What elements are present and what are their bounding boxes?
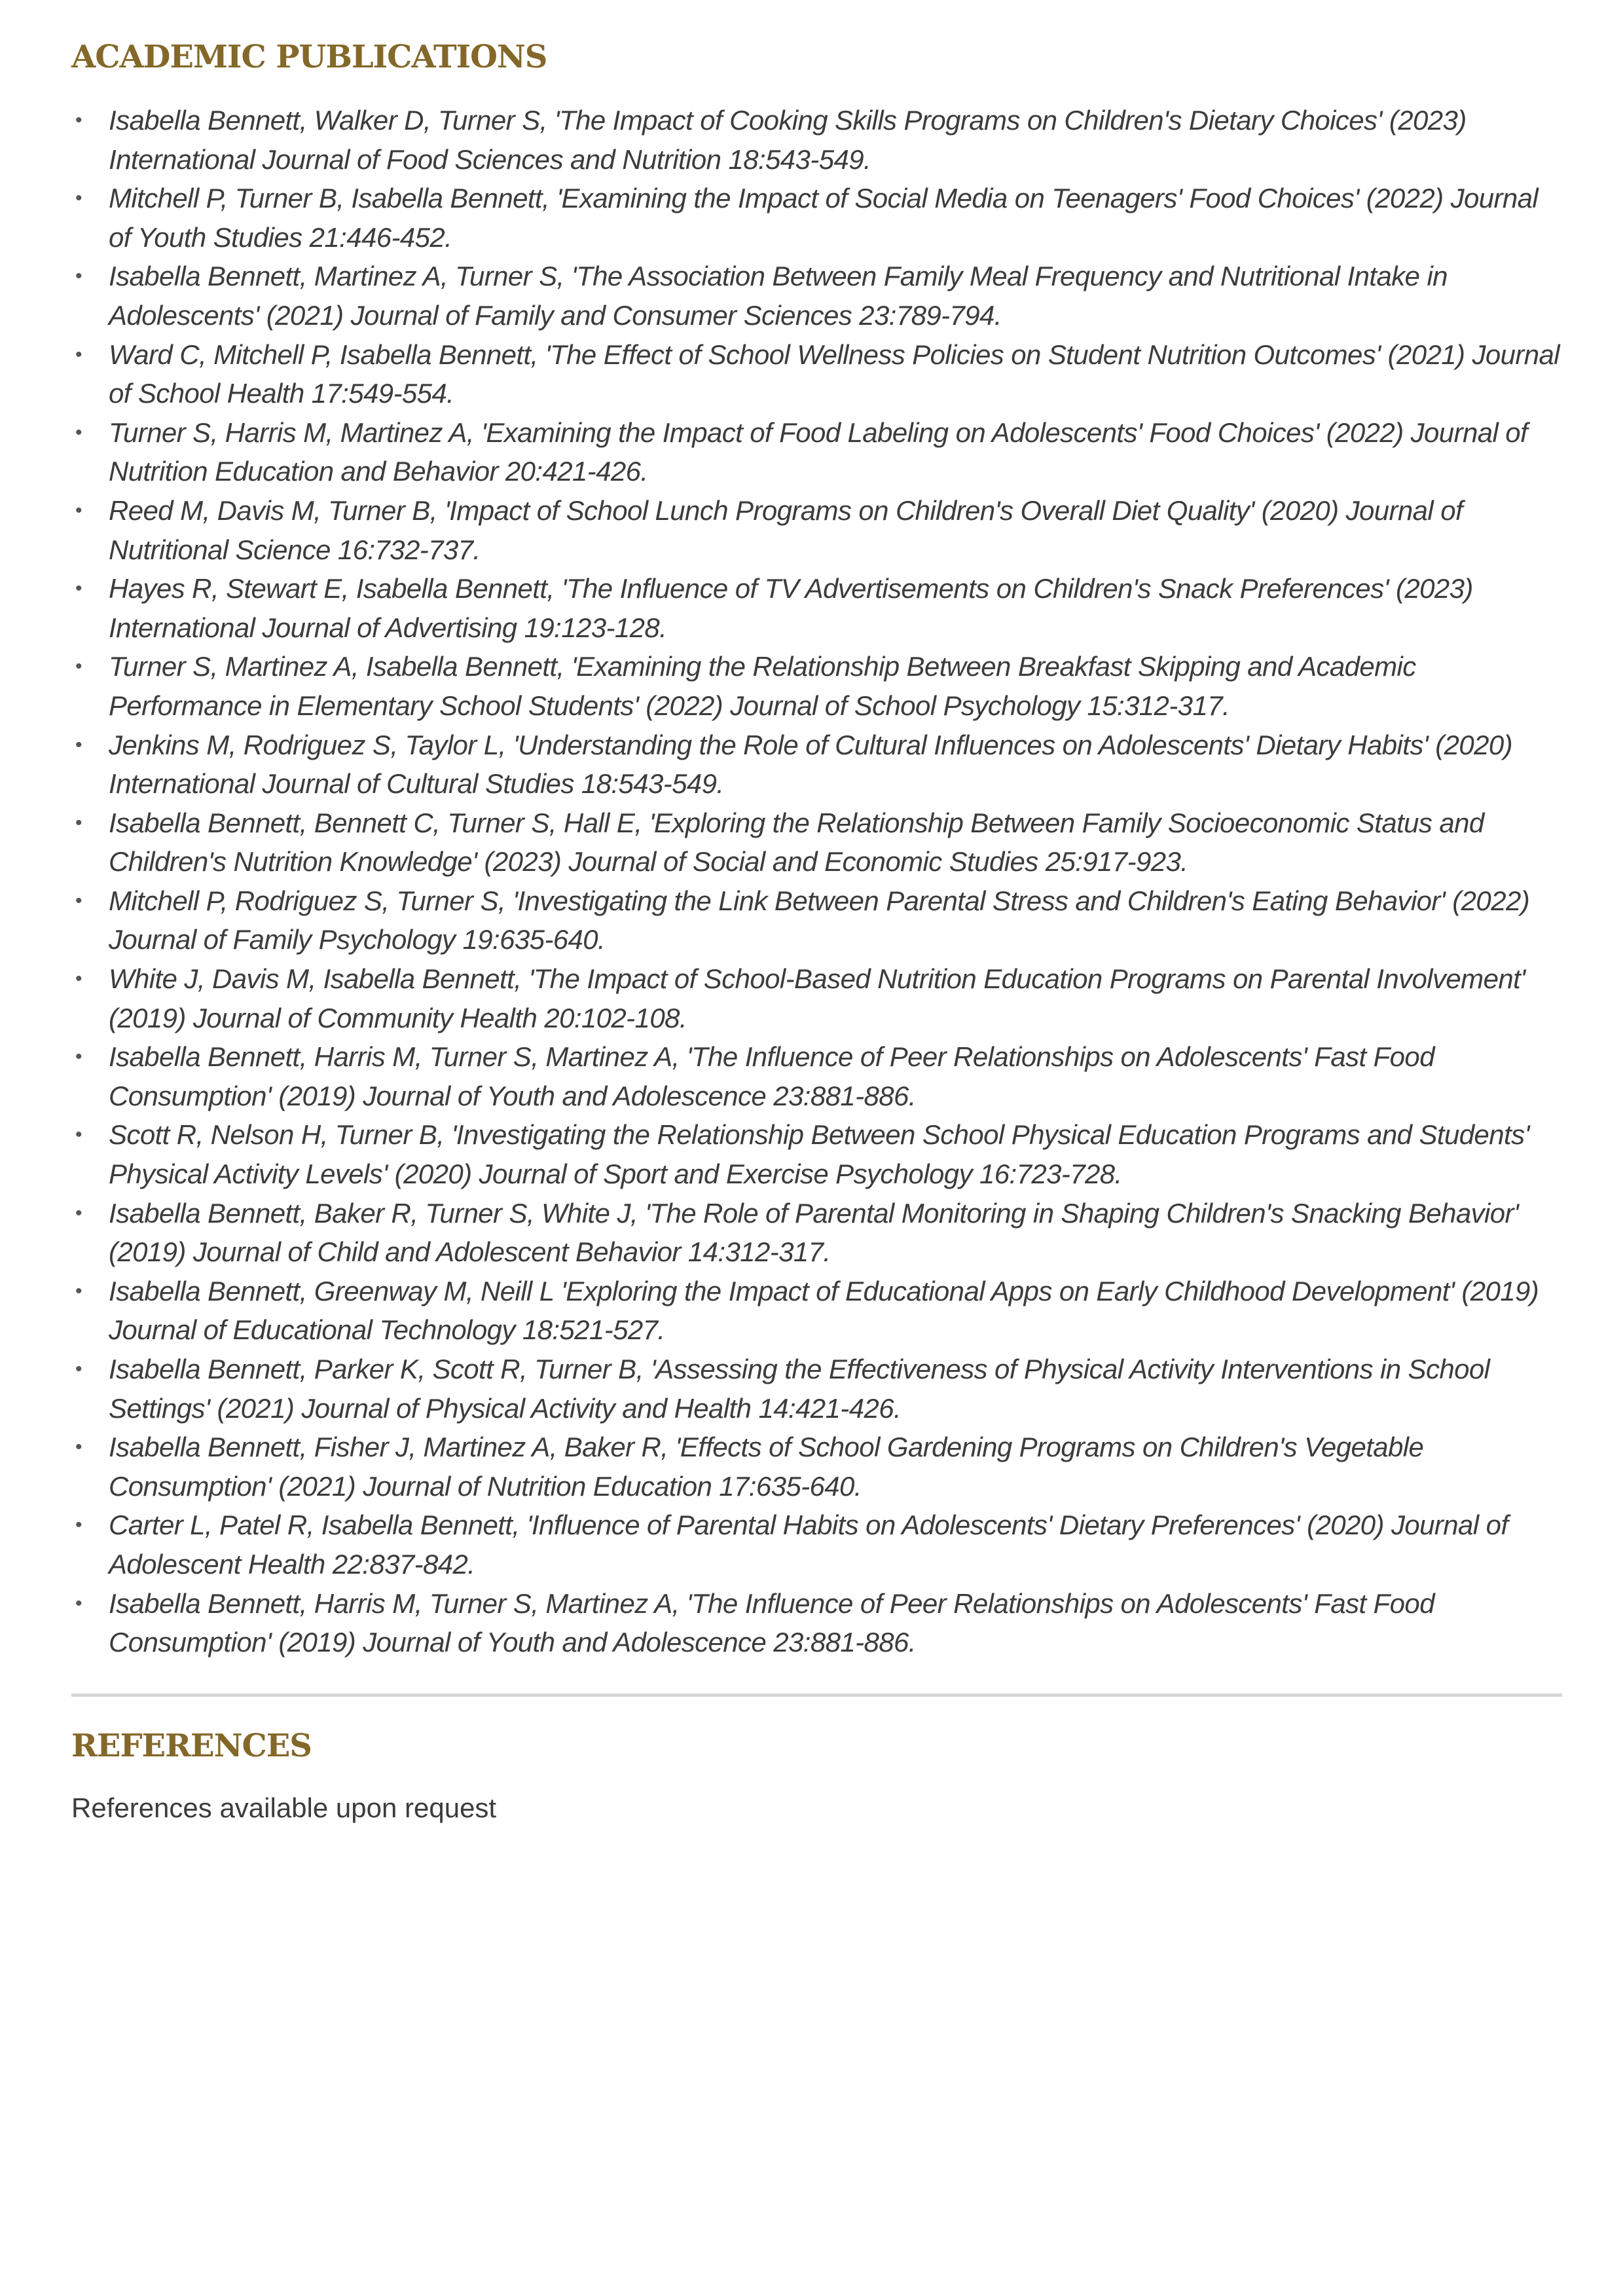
references-heading: REFERENCES (71, 1727, 312, 1764)
bullet-icon: • (75, 656, 82, 678)
publication-item (71, 257, 1562, 335)
bullet-icon: • (75, 421, 82, 443)
publication-item (71, 179, 1562, 257)
publication-item (71, 1037, 1562, 1115)
bullet-icon: • (75, 889, 82, 912)
publication-item (71, 804, 1562, 881)
bullet-icon: • (75, 1592, 82, 1614)
publication-item (71, 1584, 1562, 1662)
bullet-icon: • (75, 109, 82, 131)
bullet-icon: • (75, 499, 82, 521)
section-divider (71, 1694, 1562, 1697)
publication-text: Turner S, Martinez A, Isabella Bennett, 'Examining the Relationship Between Breakfast Skipping and Academic Performance in Elementary School Students' (2022) Journal of School Psychology 15:312-317. (109, 651, 1416, 721)
references-text: References available upon request (71, 1792, 497, 1823)
publication-item (71, 726, 1562, 804)
publication-item (71, 569, 1562, 647)
publication-text: Hayes R, Stewart E, Isabella Bennett, 'The Influence of TV Advertisements on Children's Snack Preferences' (2023) International Journal of Advertising 19:123-128. (109, 573, 1473, 643)
publication-item (71, 1428, 1562, 1506)
bullet-icon: • (75, 1202, 82, 1224)
bullet-icon: • (75, 578, 82, 600)
publication-text: White J, Davis M, Isabella Bennett, 'The Impact of School-Based Nutrition Education Programs on Parental Involvement' (2019) Journal of Community Health 20:102-108. (109, 963, 1525, 1033)
publication-item (71, 1115, 1562, 1193)
publications-section (71, 34, 1562, 1662)
publication-item (71, 1506, 1562, 1583)
publication-item (71, 959, 1562, 1037)
publication-item (71, 101, 1562, 179)
publication-text: Isabella Bennett, Fisher J, Martinez A, Baker R, 'Effects of School Gardening Programs on Children's Vegetable Consumption' (2021) Journal of Nutrition Education 17:635-640. (109, 1432, 1424, 1502)
publication-text: Isabella Bennett, Bennett C, Turner S, Hall E, 'Exploring the Relationship Between Family Socioeconomic Status and Children's Nutrition Knowledge' (2023) Journal of Social and Economic Studies 25:917-923. (109, 807, 1484, 878)
bullet-icon: • (75, 1436, 82, 1458)
publication-text: Isabella Bennett, Martinez A, Turner S, 'The Association Between Family Meal Frequency and Nutritional Intake in Adolescents' (2021) Journal of Family and Consumer Sciences 23:789-794. (109, 261, 1448, 331)
bullet-icon: • (75, 1046, 82, 1068)
publication-text: Isabella Bennett, Greenway M, Neill L 'Exploring the Impact of Educational Apps on Early Childhood Development' (2019) Journal of Educational Technology 18:521-527. (109, 1275, 1539, 1346)
publication-text: Mitchell P, Turner B, Isabella Bennett, 'Examining the Impact of Social Media on Teenagers' Food Choices' (2022) Journal of Youth Studies 21:446-452. (109, 183, 1539, 253)
publication-item (71, 1272, 1562, 1350)
bullet-icon: • (75, 1358, 82, 1380)
bullet-icon: • (75, 968, 82, 990)
bullet-icon: • (75, 733, 82, 756)
bullet-icon: • (75, 343, 82, 365)
bullet-icon: • (75, 1124, 82, 1146)
publication-text: Isabella Bennett, Baker R, Turner S, White J, 'The Role of Parental Monitoring in Shaping Children's Snacking Behavior' (2019) Journal of Child and Adolescent Behavior 14:312-317. (109, 1197, 1519, 1268)
publication-text: Reed M, Davis M, Turner B, 'Impact of School Lunch Programs on Children's Overall Diet Quality' (2020) Journal of Nutritional Science 16:732-737. (109, 494, 1463, 565)
references-section (71, 1723, 1562, 1828)
bullet-icon: • (75, 1514, 82, 1536)
publication-item (71, 1194, 1562, 1272)
publication-text: Isabella Bennett, Harris M, Turner S, Martinez A, 'The Influence of Peer Relationships on Adolescents' Fast Food Consumption' (2019) Journal of Youth and Adolescence 23:881-886. (109, 1041, 1434, 1111)
bullet-icon: • (75, 187, 82, 210)
publication-item (71, 491, 1562, 569)
publication-item (71, 1350, 1562, 1428)
publication-text: Turner S, Harris M, Martinez A, 'Examining the Impact of Food Labeling on Adolescents' Food Choices' (2022) Journal of Nutrition Education and Behavior 20:421-426. (109, 417, 1528, 487)
resume-page (71, 34, 1562, 1855)
publication-item (71, 647, 1562, 725)
publication-text: Mitchell P, Rodriguez S, Turner S, 'Investigating the Link Between Parental Stress and Children's Eating Behavior' (2022) Journal of Family Psychology 19:635-640. (109, 885, 1530, 955)
publication-text: Isabella Bennett, Harris M, Turner S, Martinez A, 'The Influence of Peer Relationships on Adolescents' Fast Food Consumption' (2019) Journal of Youth and Adolescence 23:881-886. (109, 1587, 1434, 1658)
publication-item (71, 413, 1562, 491)
publication-text: Jenkins M, Rodriguez S, Taylor L, 'Understanding the Role of Cultural Influences on Adolescents' Dietary Habits' (2020) International Journal of Cultural Studies 18:543-549. (109, 729, 1513, 800)
publication-text: Scott R, Nelson H, Turner B, 'Investigating the Relationship Between School Physical Education Programs and Students' Physical Activity Levels' (2020) Journal of Sport and Exercise Psychology 16:723-728. (109, 1119, 1529, 1190)
publication-item (71, 881, 1562, 959)
publication-text: Carter L, Patel R, Isabella Bennett, 'Influence of Parental Habits on Adolescents' Dietary Preferences' (2020) Journal of Adolescent Health 22:837-842. (109, 1509, 1508, 1580)
publications-list (71, 101, 1562, 1662)
publication-item (71, 335, 1562, 413)
publication-text: Isabella Bennett, Walker D, Turner S, 'The Impact of Cooking Skills Programs on Children's Dietary Choices' (2023) International Journal of Food Sciences and Nutrition 18:543-549. (109, 105, 1467, 175)
bullet-icon: • (75, 1280, 82, 1302)
publication-text: Isabella Bennett, Parker K, Scott R, Turner B, 'Assessing the Effectiveness of Physical Activity Interventions in School Settings' (2021) Journal of Physical Activity and Health 14:421-426. (109, 1354, 1490, 1424)
publications-heading: ACADEMIC PUBLICATIONS (71, 39, 547, 75)
bullet-icon: • (75, 811, 82, 834)
bullet-icon: • (75, 265, 82, 287)
publication-text: Ward C, Mitchell P, Isabella Bennett, 'The Effect of School Wellness Policies on Student Nutrition Outcomes' (2021) Journal of School Health 17:549-554. (109, 339, 1560, 409)
